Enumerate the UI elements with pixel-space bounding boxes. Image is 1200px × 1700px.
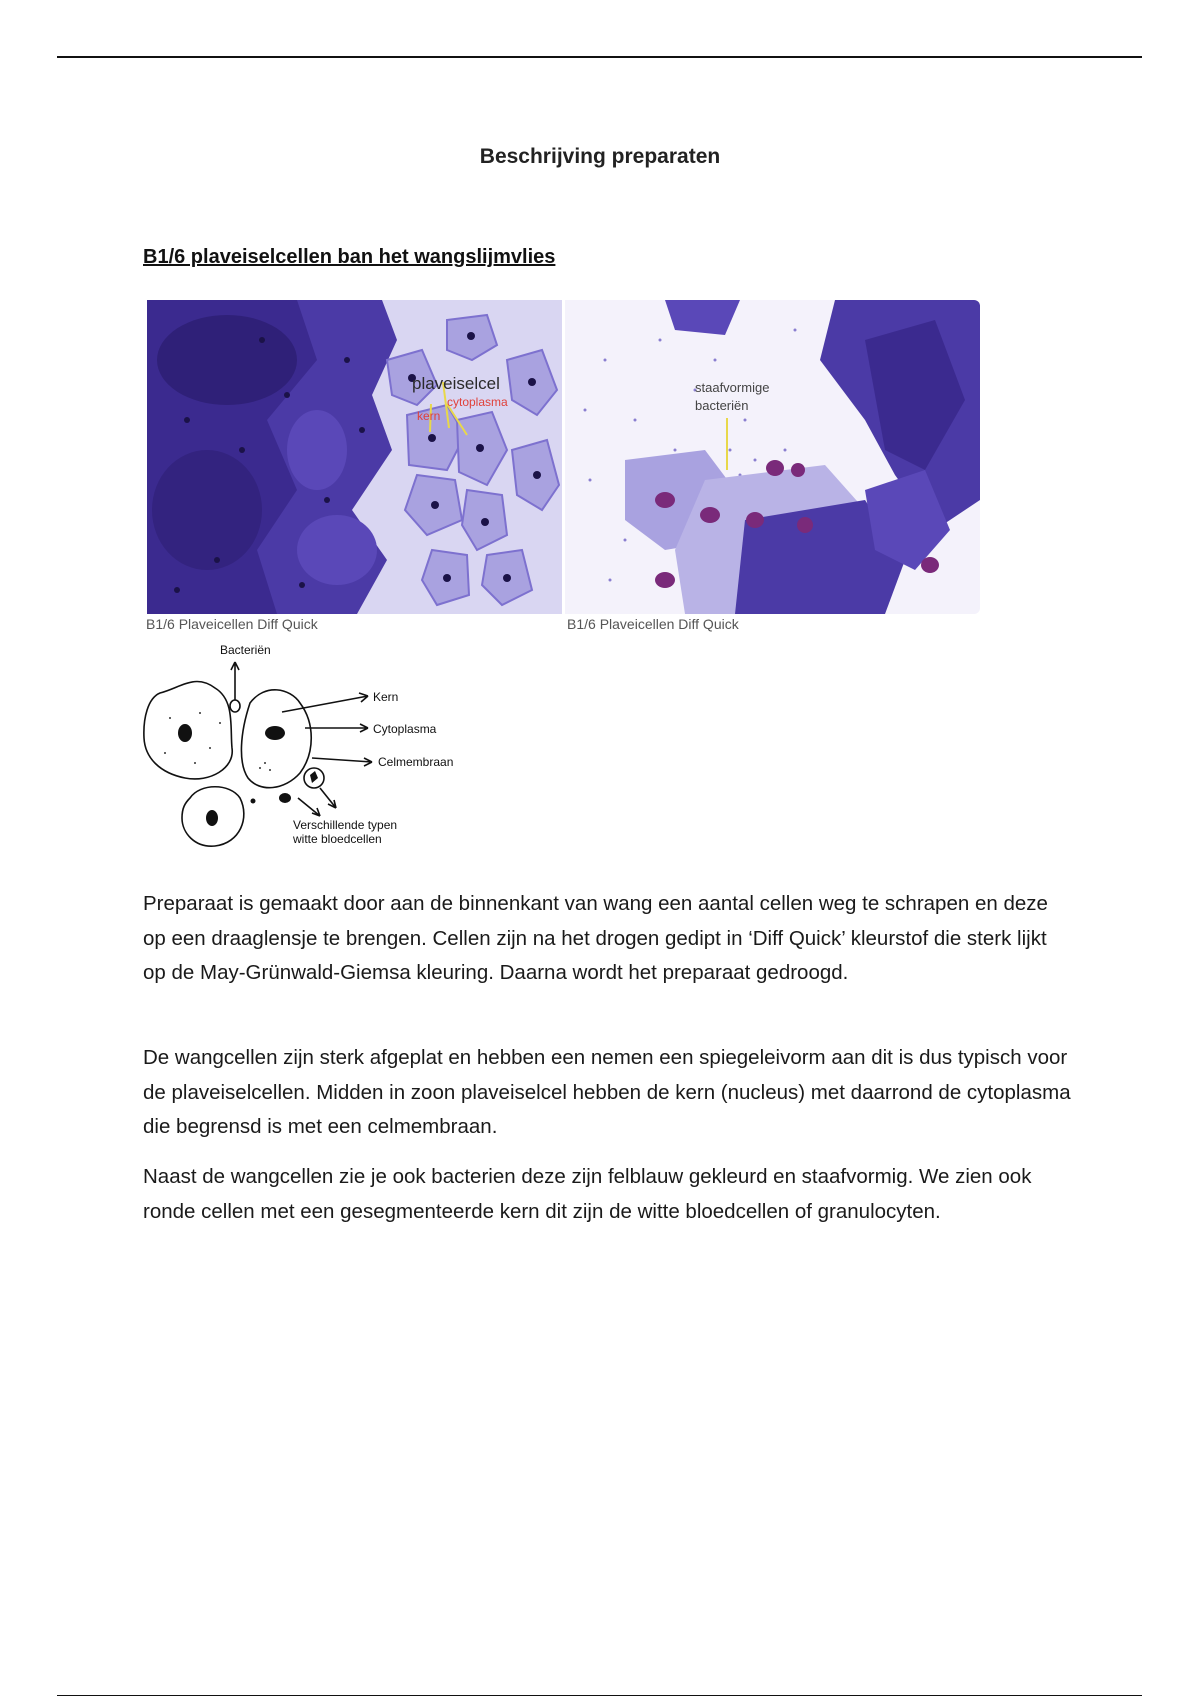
arrow-wbc-2 (298, 798, 320, 816)
label-cytoplasm: cytoplasma (447, 395, 508, 409)
diagram-label-bacteria: Bacteriën (220, 643, 271, 657)
diagram-label-wbc-line2: witte bloedcellen (293, 832, 382, 846)
wbc-nucleus (279, 793, 291, 803)
label-rod-shaped: staafvormige (695, 380, 770, 395)
label-squamous-cell: plaveiselcel (412, 374, 500, 393)
figure-caption-right: B1/6 Plaveicellen Diff Quick (567, 616, 739, 632)
arrow-bacteria (231, 662, 239, 700)
paragraph-preparation: Preparaat is gemaakt door aan de binnenkant van wang een aantal cellen weg te schrapen en deze op een draaglensje te brengen. Cellen zijn na het drogen gedipt in ‘Diff Quick’ kleurstof die sterk lijkt op de May-Grünwald-Giemsa kleuring. Daarna wordt het preparaat gedroogd. (143, 892, 1048, 984)
label-bacteria: bacteriën (695, 398, 749, 413)
paragraph-cell-shape: De wangcellen zijn sterk afgeplat en hebben een nemen een spiegeleivorm aan dit is dus typisch voor de plaveiselcellen. Midden in zoon plaveiselcel hebben de kern (nucleus) met daarrond de cytoplasma die begrensd is met een celmembraan. (143, 1046, 1071, 1138)
cell-diagram (140, 638, 480, 853)
micrograph-rod-bacteria (565, 300, 980, 614)
label-nucleus: kern (417, 409, 441, 423)
paragraph-bacteria: Naast de wangcellen zie je ook bacterien deze zijn felblauw gekleurd en staafvormig. We zien ook ronde cellen met een gesegmenteerde kern dit zijn de witte bloedcellen of granulocyten. (143, 1165, 1032, 1223)
section-heading: B1/6 plaveiselcellen ban het wangslijmvlies (143, 246, 556, 268)
arrow-nucleus (282, 693, 368, 712)
arrow-membrane (312, 758, 372, 766)
nucleus-middle (265, 726, 285, 740)
diagram-label-cytoplasm: Cytoplasma (373, 722, 437, 736)
nucleus-bottom (206, 810, 218, 826)
footer-rule (57, 1695, 1142, 1696)
micrograph-squamous-cells (147, 300, 562, 614)
diagram-label-membrane: Celmembraan (378, 755, 454, 769)
arrow-cytoplasm (305, 724, 368, 732)
diagram-label-wbc-line1: Verschillende typen (293, 818, 398, 832)
figure-caption-left: B1/6 Plaveicellen Diff Quick (146, 616, 318, 632)
header-rule (57, 56, 1142, 58)
document-title: Beschrijving preparaten (479, 145, 721, 168)
diagram-label-nucleus: Kern (373, 690, 399, 704)
nucleus-left (178, 724, 192, 742)
arrow-wbc-1 (320, 788, 336, 808)
